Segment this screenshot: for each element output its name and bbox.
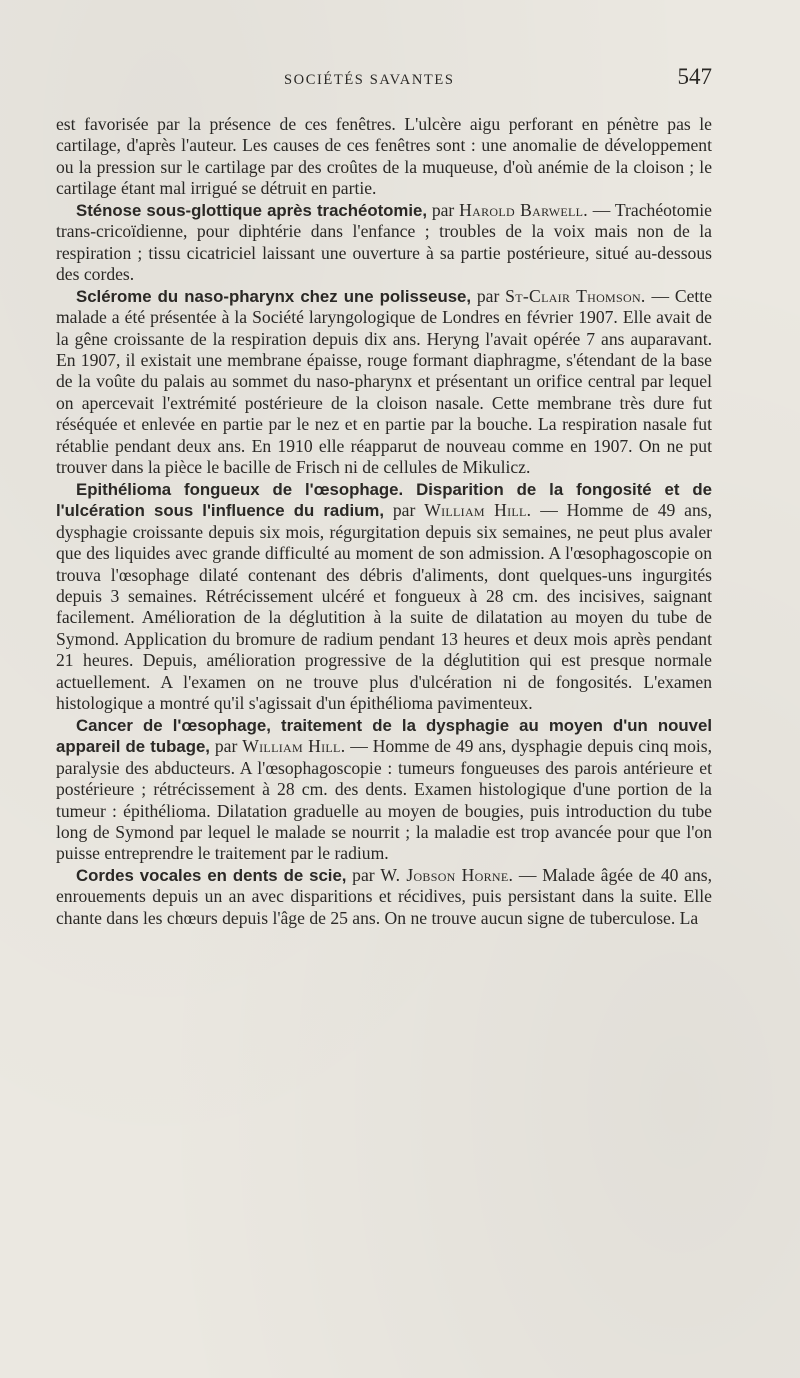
abstract-body: — Trachéotomie trans-cricoïdienne, pour diphtérie dans l'enfance ; troubles de la voix mais non de la respiration ; tissu cicatriciel laissant une ouverture à sa partie postérieure, situé au-dessous des cordes.	[56, 199, 712, 285]
byline-connector: par	[383, 500, 425, 521]
abstract-heading: Epithélioma fongueux de l'œsophage. Disparition de la fongosité et de l'ulcération sous l'influence du radium,	[56, 479, 712, 521]
abstract-author: William Hill.	[424, 500, 532, 521]
byline-connector: par	[346, 864, 381, 885]
abstract-subglottic-stenosis	[56, 200, 712, 286]
abstract-body: — Homme de 49 ans, dysphagie depuis cinq mois, paralysie des abducteurs. A l'œsophagoscopie : tumeurs fongueuses des parois antérieure et postérieure ; rétrécissement à 28 cm. des dents. Examen histologique d'une portion de la tumeur : épithélioma. Dilatation graduelle au moyen de bougies, puis introduction du tube long de Symond par lequel le malade se nourrit ; la maladie est trop avancée pour que l'on puisse entreprendre le traitement par le radium.	[56, 736, 713, 864]
abstract-heading: Cordes vocales en dents de scie,	[76, 865, 347, 885]
byline-connector: par	[426, 199, 460, 220]
abstract-heading: Cancer de l'œsophage, traitement de la dysphagie au moyen d'un nouvel appareil de tubage,	[56, 715, 712, 757]
paragraph-continuation	[56, 114, 712, 200]
article-body	[56, 114, 712, 929]
paragraph-text: est favorisée par la présence de ces fenêtres. L'ulcère aigu perforant en pénètre pas le cartilage, d'après l'auteur. Les causes de ces fenêtres sont : une anomalie de développement ou la pression sur le cartilage par des croûtes de la muqueuse, d'où anémie de la cloison ; le cartilage étant mal irrigué se détruit en partie.	[56, 114, 712, 199]
abstract-vocal-cords	[56, 865, 712, 929]
abstract-body: — Homme de 49 ans, dysphagie croissante depuis six mois, régurgitation depuis six semaines, ne peut plus avaler que des liquides avec grande difficulté au moment de son admission. A l'œsophagoscopie on trouva l'œsophage dilaté contenant des débris d'aliments, dont quelques-uns ingurgités depuis 3 semaines. Rétrécissement ulcéré et fongueux à 28 cm. des incisives, saignant facilement. Amélioration de la déglutition à la suite de dilatation au moyen du tube de Symond. Application du bromure de radium pendant 13 heures et deux mois après pendant 21 heures. Depuis, amélioration progressive de la déglutition qui est presque normale actuellement. A l'examen on ne trouve plus d'ulcération ni de fongosités. L'examen histologique a montré qu'il s'agissait d'un épithélioma pavimenteux.	[56, 500, 713, 714]
running-title: SOCIÉTÉS SAVANTES	[284, 72, 455, 88]
abstract-author: St-Clair Thomson.	[505, 285, 646, 306]
abstract-author: Harold Barwell.	[459, 199, 588, 220]
abstract-esophagus-epithelioma	[56, 479, 712, 715]
page-number: 547	[677, 64, 712, 89]
abstract-author: W. Jobson Horne.	[380, 864, 514, 885]
abstract-heading: Sclérome du naso-pharynx chez une polisseuse,	[76, 286, 472, 306]
abstract-body: — Malade âgée de 40 ans, enrouements depuis un an avec disparitions et récidives, puis persistant dans la suite. Elle chante dans les chœurs depuis l'âge de 25 ans. On ne trouve aucun signe de tuberculose. La	[56, 864, 713, 928]
abstract-body: — Cette malade a été présentée à la Société laryngologique de Londres en février 1907. Elle avait de la gêne croissante de la respiration depuis dix ans. Heryng l'avait opérée 7 ans auparavant. En 1907, il existait une membrane épaisse, rouge formant diaphragme, s'étendant de la base de la voûte du palais au sommet du naso-pharynx et présentant un orifice central par lequel on apercevait l'extrémité postérieure de la cloison nasale. Cette membrane très dure fut réséquée et enlevée en partie par le nez et en partie par la bouche. La respiration nasale fut rétablie pendant deux ans. En 1910 elle réapparut de nouveau comme en 1907. On ne put trouver dans la pièce le bacille de Frisch ni de cellules de Mikulicz.	[56, 285, 713, 478]
abstract-nasopharynx-scleroma	[56, 286, 712, 479]
byline-connector: par	[209, 736, 243, 757]
byline-connector: par	[471, 285, 506, 306]
running-header	[56, 64, 712, 94]
abstract-esophagus-cancer	[56, 715, 712, 865]
abstract-author: William Hill.	[242, 736, 346, 757]
abstract-heading: Sténose sous-glottique après trachéotomie,	[76, 200, 427, 220]
